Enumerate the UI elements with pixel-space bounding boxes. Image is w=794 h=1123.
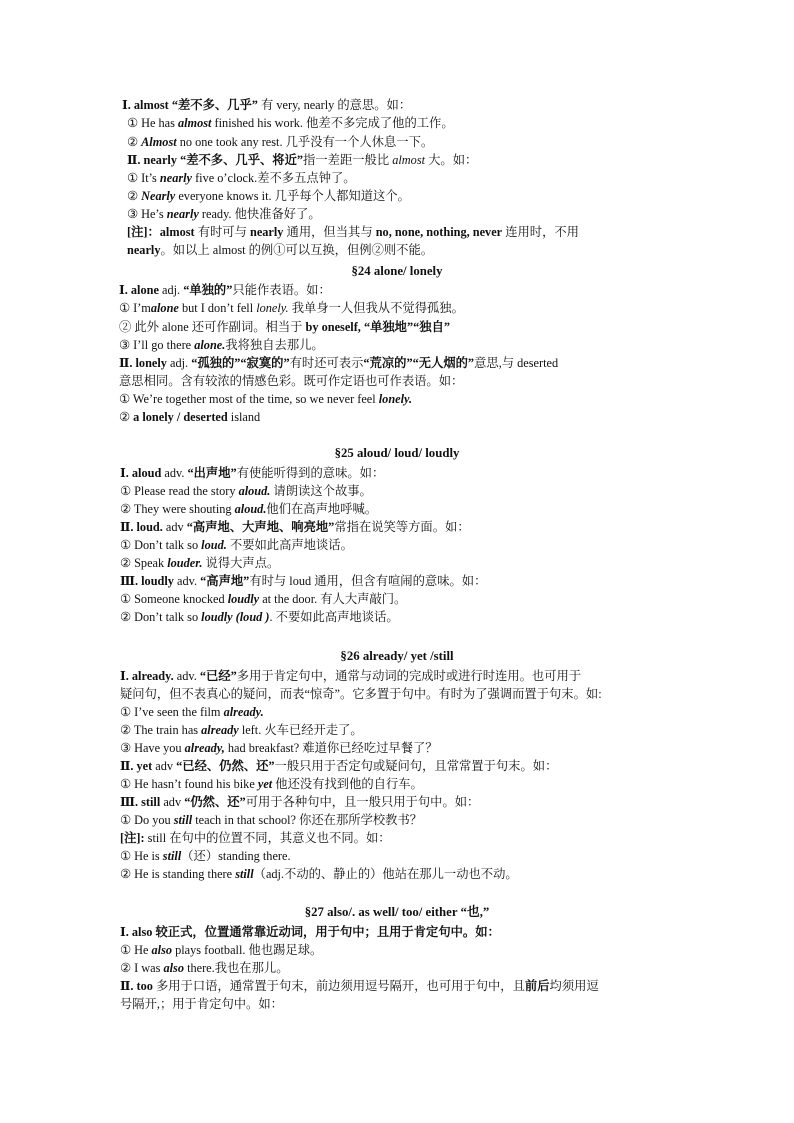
lonely-example-2: ② a lonely / deserted island — [119, 410, 261, 424]
section-26-title: §26 already/ yet /still — [340, 649, 454, 663]
alone-example-1: ① I’malone but I don’t fell lonely. 我单身一人但我从不觉得孤独。 — [119, 301, 464, 315]
loud-example-2: ② Speak louder. 说得大声点。 — [120, 556, 280, 570]
still-example-3: ② He is standing there still（adj.不动的、静止的）他站在那儿一动也不动。 — [120, 867, 518, 881]
nearly-example-2: ② Nearly everyone knows it. 几乎每个人都知道这个。 — [127, 189, 410, 203]
already-example-2: ② The train has already left. 火车已经开走了。 — [120, 723, 363, 737]
almost-example-1: ① He has almost finished his work. 他差不多完成了他的工作。 — [127, 116, 454, 130]
also-example-2: ② I was also there.我也在那儿。 — [120, 961, 289, 975]
loudly-example-2: ② Don’t talk so loudly (loud ). 不要如此高声地谈话。 — [120, 610, 399, 624]
lonely-heading: Ⅱ. lonely adj. “孤独的”“寂寞的”有时还可表示“荒凉的”“无人烟的”意思,与 deserted — [119, 356, 559, 370]
almost-nearly-note: [注]：almost 有时可与 nearly 通用，但当其与 no, none, nothing, never 连用时，不用 — [127, 225, 579, 239]
too-heading: Ⅱ. too 多用于口语，通常置于句末，前边须用逗号隔开，也可用于句中，且前后均须用逗 — [120, 979, 599, 993]
almost-heading: Ⅰ. almost “差不多、几乎” 有 very, nearly 的意思。如： — [122, 98, 412, 112]
still-example-2: ① He is still（还）standing there. — [120, 849, 291, 863]
also-example-1: ① He also plays football. 他也踢足球。 — [120, 943, 323, 957]
loud-example-1: ① Don’t talk so loud. 不要如此高声地谈话。 — [120, 538, 353, 552]
nearly-example-1: ① It’s nearly five o’clock.差不多五点钟了。 — [127, 171, 356, 185]
nearly-example-3: ③ He’s nearly ready. 他快准备好了。 — [127, 207, 321, 221]
almost-example-2: ② Almost no one took any rest. 几乎没有一个人休息一下。 — [127, 135, 434, 149]
section-27-title: §27 also/. as well/ too/ either “也,” — [304, 905, 490, 919]
too-heading-cont: 号隔开,；用于肯定句中。如： — [120, 997, 283, 1011]
nearly-heading: Ⅱ. nearly “差不多、几乎、将近”指一差距一般比 almost 大。如： — [127, 153, 478, 167]
section-24-title: §24 alone/ lonely — [351, 264, 443, 278]
already-heading: Ⅰ. already. adv. “已经”多用于肯定句中，通常与动词的完成时或进行时连用。也可用于 — [120, 669, 582, 683]
already-example-1: ① I’ve seen the film already. — [120, 705, 264, 719]
section-25-title: §25 aloud/ loud/ loudly — [334, 446, 460, 460]
loudly-example-1: ① Someone knocked loudly at the door. 有人大声敲门。 — [120, 592, 407, 606]
alone-example-3: ③ I’ll go there alone.我将独自去那儿。 — [119, 338, 324, 352]
still-note: [注]: still 在句中的位置不同，其意义也不同。如： — [120, 831, 391, 845]
yet-heading: Ⅱ. yet adv “已经、仍然、还”一般只用于否定句或疑问句，且常常置于句末。如： — [120, 759, 558, 773]
also-heading: Ⅰ. also 较正式，位置通常靠近动词，用于句中；且用于肯定句中。如： — [120, 925, 500, 939]
loud-heading: Ⅱ. loud. adv “高声地、大声地、响亮地”常指在说笑等方面。如： — [120, 520, 470, 534]
aloud-example-1: ① Please read the story aloud. 请朗读这个故事。 — [120, 484, 372, 498]
yet-example-1: ① He hasn’t found his bike yet 他还没有找到他的自行车。 — [120, 777, 423, 791]
aloud-heading: Ⅰ. aloud adv. “出声地”有使能听得到的意味。如： — [120, 466, 385, 480]
already-example-3: ③ Have you already, had breakfast? 难道你已经吃过早餐了？ — [120, 741, 438, 755]
alone-example-2: ② 此外 alone 还可作副词。相当于 by oneself, “单独地”“独自” — [119, 320, 451, 334]
lonely-example-1: ① We’re together most of the time, so we never feel lonely. — [119, 392, 413, 406]
already-heading-cont: 疑问句，但不表真心的疑问，而表“惊奇”。它多置于句中。有时为了强调而置于句末。如: — [120, 687, 602, 701]
aloud-example-2: ② They were shouting aloud.他们在高声地呼喊。 — [120, 502, 378, 516]
almost-nearly-note-cont: nearly。如以上 almost 的例①可以互换，但例②则不能。 — [127, 243, 434, 257]
still-example-1: ① Do you still teach in that school? 你还在那所学校教书？ — [120, 813, 423, 827]
still-heading: Ⅲ. still adv “仍然、还”可用于各种句中，且一般只用于句中。如： — [120, 795, 480, 809]
loudly-heading: Ⅲ. loudly adv. “高声地”有时与 loud 通用，但含有喧闹的意味。如： — [120, 574, 487, 588]
lonely-heading-cont: 意思相同。含有较浓的情感色彩。既可作定语也可作表语。如： — [119, 374, 464, 388]
alone-heading: Ⅰ. alone adj. “单独的”只能作表语。如： — [119, 283, 331, 297]
